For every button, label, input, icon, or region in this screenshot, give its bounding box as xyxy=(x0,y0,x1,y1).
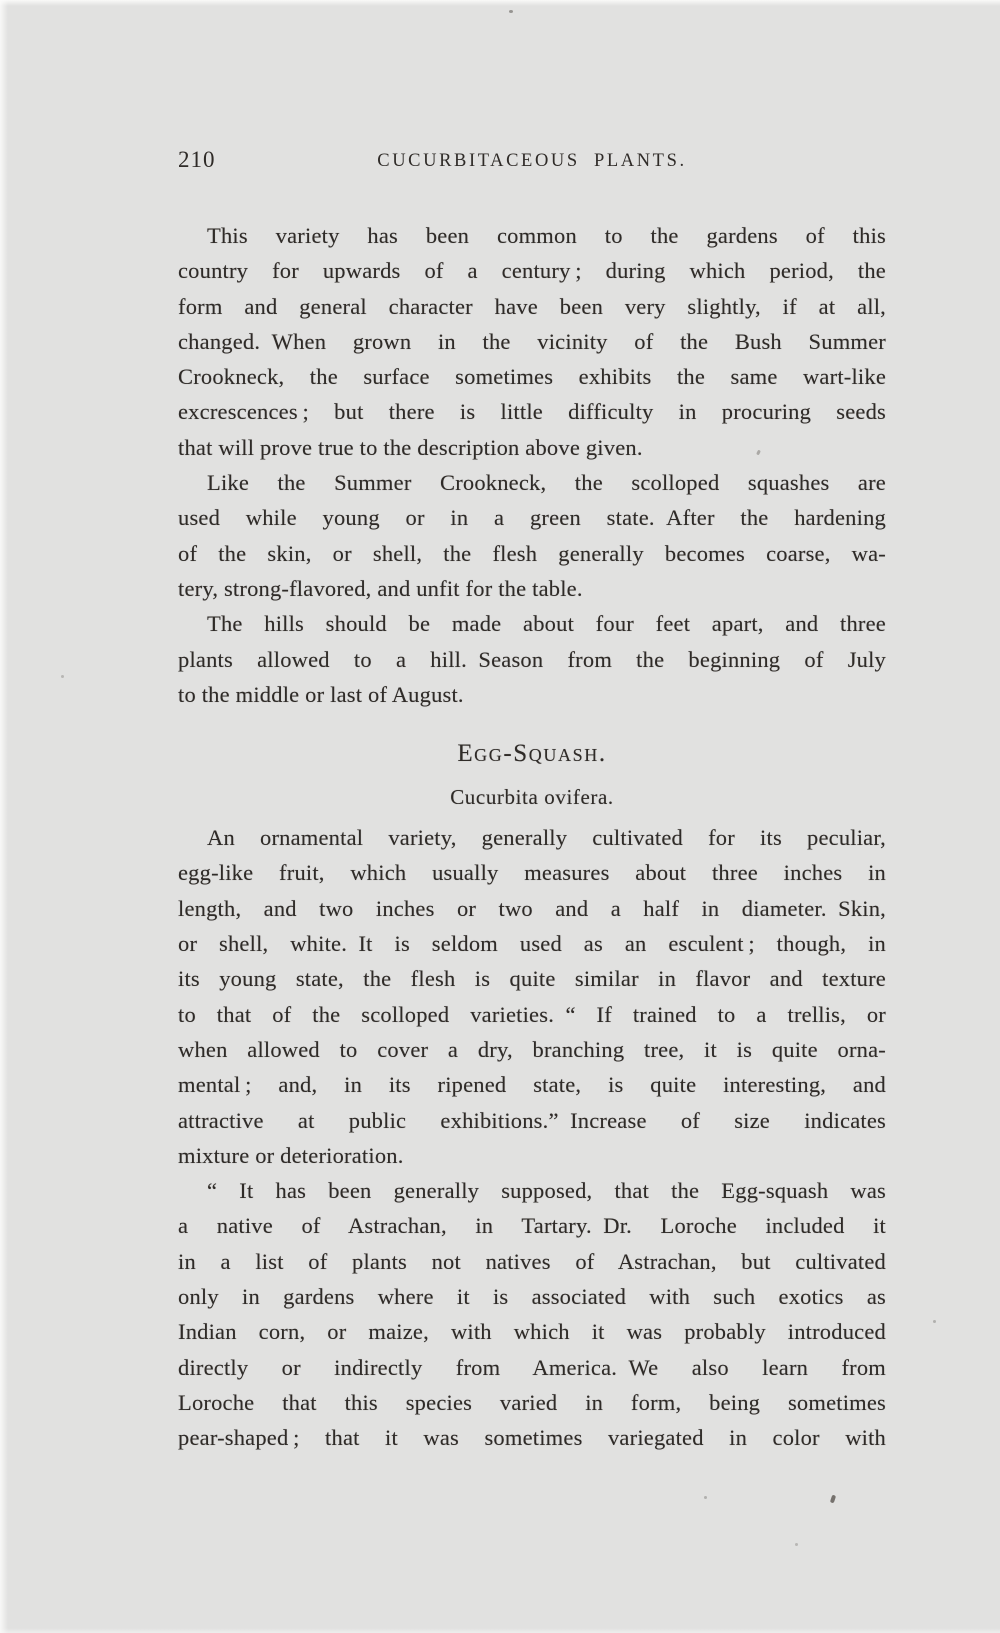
ink-speck xyxy=(704,1496,707,1499)
text-line: plants allowed to a hill. Season from the beginning of July xyxy=(178,646,886,672)
text-line: length, and two inches or two and a half in diameter. Skin, xyxy=(178,895,886,921)
text-line: country for upwards of a century ; during which period, the xyxy=(178,258,886,284)
ink-speck xyxy=(933,1320,936,1323)
running-title: CUCURBITACEOUS PLANTS. xyxy=(377,151,687,171)
text-line: changed. When grown in the vicinity of the Bush Summer xyxy=(178,328,886,354)
text-line: or shell, white. It is seldom used as an esculent ; though, in xyxy=(178,931,886,957)
text-line: Crookneck, the surface sometimes exhibits the same wart-like xyxy=(178,364,886,390)
text-line: that will prove true to the description above given. xyxy=(178,434,643,460)
text-line: The hills should be made about four feet apart, and three xyxy=(207,611,886,637)
text-line: in a list of plants not natives of Astrachan, but cultivated xyxy=(178,1248,886,1274)
text-line: only in gardens where it is associated with such exotics as xyxy=(178,1284,886,1310)
scan-edge-bottom xyxy=(0,1628,1000,1633)
text-line: “ It has been generally supposed, that the Egg-squash was xyxy=(207,1178,886,1204)
paragraph xyxy=(178,606,886,712)
text-line: mental ; and, in its ripened state, is quite interesting, and xyxy=(178,1072,886,1098)
text-line: Like the Summer Crookneck, the scolloped squashes are xyxy=(207,470,886,496)
text-line: Indian corn, or maize, with which it was probably introduced xyxy=(178,1319,886,1345)
text-line: An ornamental variety, generally cultivated for its peculiar, xyxy=(207,825,886,851)
page-number: 210 xyxy=(178,147,216,172)
text-line: directly or indirectly from America. We also learn from xyxy=(178,1354,886,1380)
text-line: to that of the scolloped varieties. “ If trained to a trellis, or xyxy=(178,1001,886,1027)
text-line: of the skin, or shell, the flesh generally becomes coarse, wa- xyxy=(178,540,886,566)
ink-speck xyxy=(509,10,513,13)
ink-speck xyxy=(830,1495,836,1504)
paragraph xyxy=(178,465,886,606)
text-line: when allowed to cover a dry, branching tree, it is quite orna- xyxy=(178,1036,886,1062)
text-line: pear-shaped ; that it was sometimes variegated in color with xyxy=(178,1425,886,1451)
species-name: Cucurbita ovifera. xyxy=(450,785,614,810)
paragraph xyxy=(178,1173,886,1455)
text-line: excrescences ; but there is little difficulty in procuring seeds xyxy=(178,399,886,425)
text-blocks xyxy=(178,218,886,1456)
text-line: to the middle or last of August. xyxy=(178,681,464,707)
section-heading: Egg-Squash. xyxy=(457,740,607,768)
text-line: used while young or in a green state. After the hardening xyxy=(178,505,886,531)
text-line: Loroche that this species varied in form, being sometimes xyxy=(178,1389,886,1415)
text-line: egg-like fruit, which usually measures about three inches in xyxy=(178,860,886,886)
text-line: tery, strong-flavored, and unfit for the table. xyxy=(178,575,583,601)
text-line: form and general character have been very slightly, if at all, xyxy=(178,293,886,319)
ink-speck xyxy=(61,675,64,678)
paragraph xyxy=(178,820,886,1173)
text-line: mixture or deterioration. xyxy=(178,1142,404,1168)
page-header xyxy=(178,146,886,176)
scan-edge-left xyxy=(0,0,8,1633)
paragraph xyxy=(178,218,886,465)
text-line: its young state, the flesh is quite similar in flavor and texture xyxy=(178,966,886,992)
ink-speck xyxy=(795,1543,798,1546)
text-line: This variety has been common to the gardens of this xyxy=(207,223,886,248)
text-line: attractive at public exhibitions.” Increase of size indicates xyxy=(178,1107,886,1133)
text-line: a native of Astrachan, in Tartary. Dr. Loroche included it xyxy=(178,1213,886,1239)
scan-edge-top xyxy=(0,0,1000,6)
